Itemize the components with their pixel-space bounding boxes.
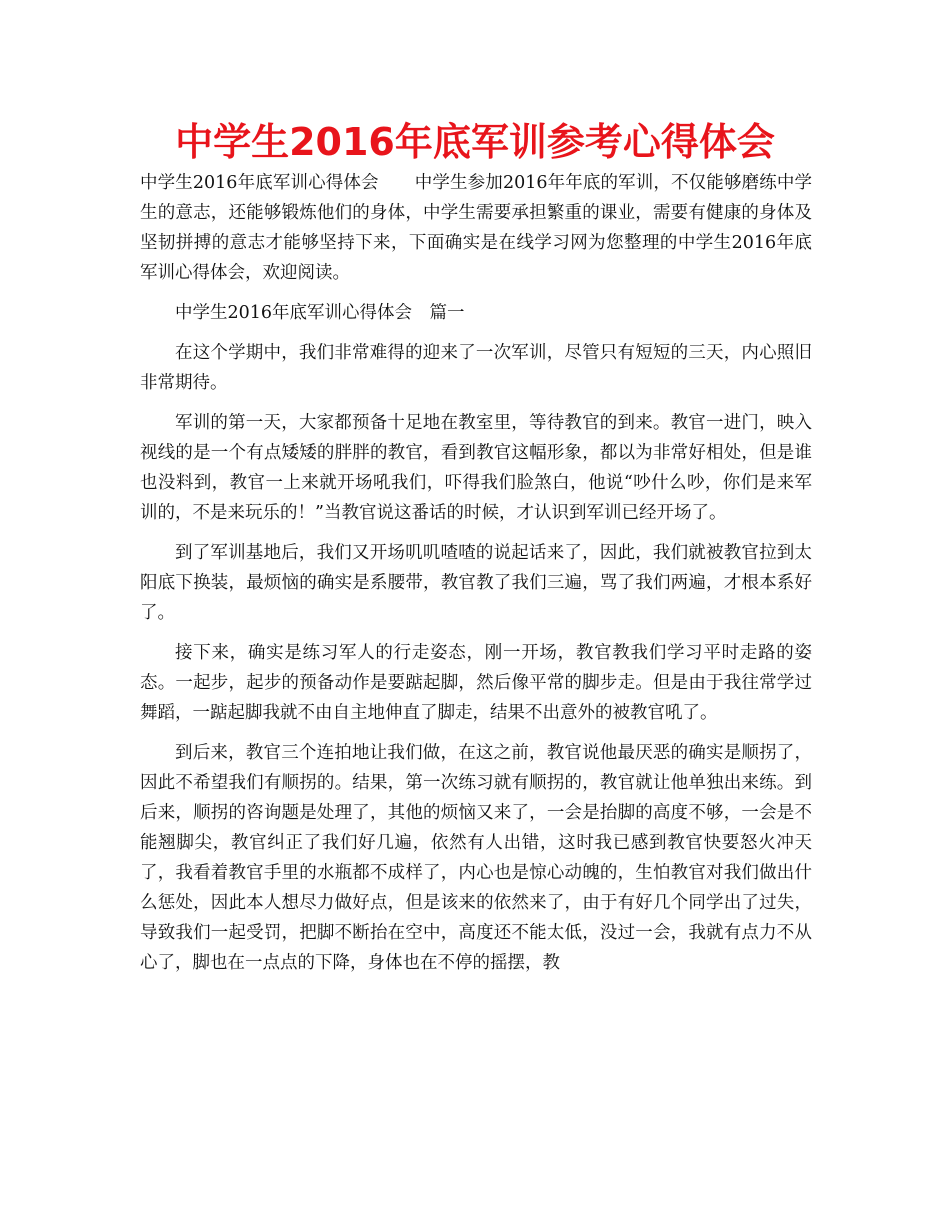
section-heading: 中学生2016年底军训心得体会 篇一 xyxy=(175,303,465,323)
body-paragraph: 到后来，教官三个连拍地让我们做，在这之前，教官说他最厌恶的确实是顺拐了，因此不希望我们有顺拐的。结果，第一次练习就有顺拐的，教官就让他单独出来练。到后来，顺拐的咨询题是处理了，其他的烦恼又来了，一会是抬脚的高度不够，一会是不能翘脚尖，教官纠正了我们好几遍，依然有人出错，这时我已感到教官快要怒火冲天了，我看着教官手里的水瓶都不成样了，内心也是惊心动魄的，生怕教官对我们做出什么惩处，因此本人想尽力做好点，但是该来的依然来了，由于有好几个同学出了过失，导致我们一起受罚，把脚不断抬在空中，高度还不能太低，没过一会，我就有点力不从心了，脚也在一点点的下降，身体也在不停的摇摆，教 xyxy=(140,743,812,973)
intro-paragraph xyxy=(140,168,812,288)
intro-text: 中学生参加2016年年底的军训，不仅能够磨练中学生的意志，还能够锻炼他们的身体，中学生需要承担繁重的课业，需要有健康的身体及坚韧拼搏的意志才能够坚持下来，下面确实是在线学习网为您整理的中学生2016年底军训心得体会，欢迎阅读。 xyxy=(140,173,812,283)
body-paragraph: 接下来，确实是练习军人的行走姿态，刚一开场，教官教我们学习平时走路的姿态。一起步，起步的预备动作是要踮起脚，然后像平常的脚步走。但是由于我往常学过舞蹈，一踮起脚我就不由自主地伸直了脚走，结果不出意外的被教官吼了。 xyxy=(140,643,812,723)
intro-heading: 中学生2016年底军训心得体会 xyxy=(140,173,379,193)
body-paragraph: 到了军训基地后，我们又开场叽叽喳喳的说起话来了，因此，我们就被教官拉到太阳底下换装，最烦恼的确实是系腰带，教官教了我们三遍，骂了我们两遍，才根本系好了。 xyxy=(140,543,812,623)
document-title: 中学生2016年底军训参考心得体会 xyxy=(175,120,775,164)
body-paragraph: 军训的第一天，大家都预备十足地在教室里，等待教官的到来。教官一进门，映入视线的是一个有点矮矮的胖胖的教官，看到教官这幅形象，都以为非常好相处，但是谁也没料到，教官一上来就开场吼我们，吓得我们脸煞白，他说“吵什么吵，你们是来军训的，不是来玩乐的！”当教官说这番话的时候，才认识到军训已经开场了。 xyxy=(140,413,812,523)
document-body xyxy=(140,168,812,978)
body-paragraph: 在这个学期中，我们非常难得的迎来了一次军训，尽管只有短短的三天，内心照旧非常期待。 xyxy=(140,343,812,393)
